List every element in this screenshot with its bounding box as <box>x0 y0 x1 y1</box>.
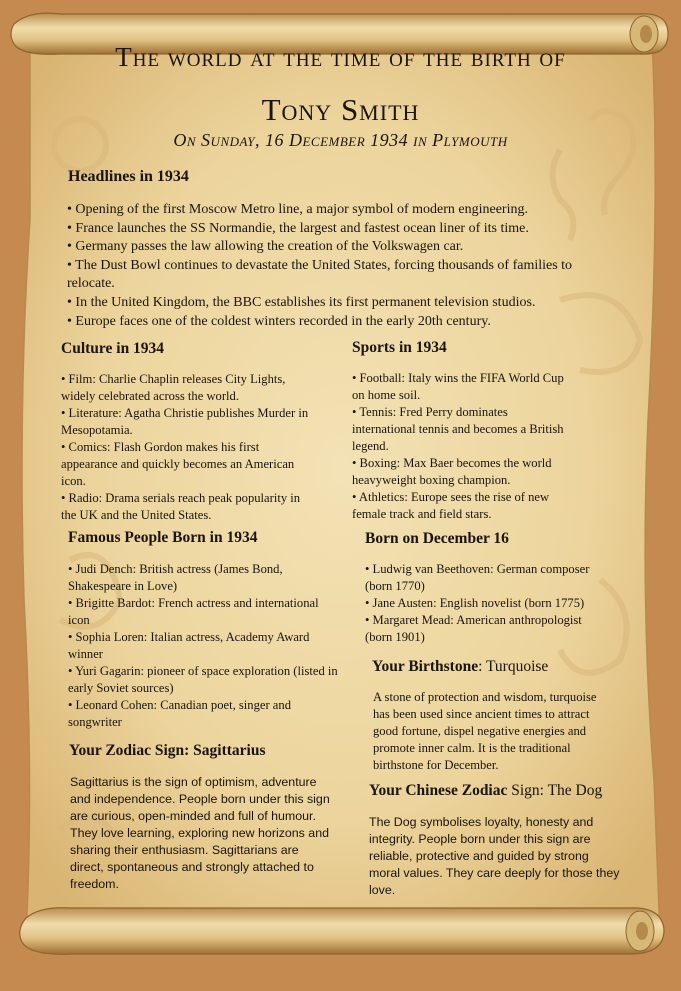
birthstone-heading <box>372 658 548 676</box>
birthstone-heading-value: : Turquoise <box>478 658 549 675</box>
sports-line: on home soil. <box>352 388 421 402</box>
born-on-heading: Born on December 16 <box>365 530 509 547</box>
born-on-line: • Ludwig van Beethoven: German composer <box>365 562 590 576</box>
birthstone-heading-label: Your Birthstone <box>372 658 479 675</box>
birth-date-line: On Sunday, 16 December 1934 in Plymouth <box>173 130 508 150</box>
zodiac-line: sharing their enthusiasm. Sagittarians are <box>70 843 299 857</box>
famous-line: songwriter <box>68 715 122 729</box>
chinese-zodiac-heading <box>369 782 602 800</box>
famous-line: • Brigitte Bardot: French actress and international <box>68 596 319 610</box>
born-on-line: (born 1901) <box>365 630 425 644</box>
headline-item: • Germany passes the law allowing the creation of the Volkswagen car. <box>67 239 464 255</box>
sports-line: • Boxing: Max Baer becomes the world <box>352 456 552 470</box>
sports-line: heavyweight boxing champion. <box>352 473 511 487</box>
chinese-zodiac-heading-value: Sign: The Dog <box>507 782 603 799</box>
culture-line: Mesopotamia. <box>61 423 133 437</box>
chinese-zodiac-line: reliable, protective and guided by strong <box>369 849 589 863</box>
birthstone-line: A stone of protection and wisdom, turquoise <box>373 690 597 704</box>
famous-line: Shakespeare in Love) <box>68 579 178 593</box>
zodiac-heading: Your Zodiac Sign: Sagittarius <box>69 742 266 759</box>
sports-line: female track and field stars. <box>352 507 492 521</box>
sports-line: • Tennis: Fred Perry dominates <box>352 405 508 419</box>
culture-line: • Literature: Agatha Christie publishes Murder in <box>61 406 309 420</box>
culture-line: appearance and quickly becomes an American <box>61 457 295 471</box>
birthstone-line: promote inner calm. It is the traditional <box>373 741 571 755</box>
chinese-zodiac-line: The Dog symbolises loyalty, honesty and <box>369 815 594 829</box>
culture-line: • Radio: Drama serials reach peak popularity in <box>61 491 301 505</box>
famous-line: • Sophia Loren: Italian actress, Academy Award <box>68 630 310 644</box>
headline-item: • Europe faces one of the coldest winters recorded in the early 20th century. <box>67 313 491 329</box>
headline-item: • Opening of the first Moscow Metro line, a major symbol of modern engineering. <box>67 202 528 217</box>
zodiac-line: direct, spontaneous and strongly attached to <box>70 860 314 874</box>
headlines-heading: Headlines in 1934 <box>68 168 189 185</box>
famous-line: • Yuri Gagarin: pioneer of space exploration (listed in <box>68 664 338 678</box>
birthstone-line: birthstone for December. <box>373 758 499 772</box>
sports-line: international tennis and becomes a British <box>352 422 564 436</box>
sports-line: • Athletics: Europe sees the rise of new <box>352 490 550 504</box>
headline-item: relocate. <box>67 276 115 292</box>
sports-heading: Sports in 1934 <box>352 339 447 356</box>
born-on-line: • Jane Austen: English novelist (born 1775) <box>365 596 585 610</box>
famous-line: early Soviet sources) <box>68 681 174 695</box>
zodiac-line: and independence. People born under this sign <box>70 792 330 806</box>
zodiac-text <box>70 774 330 893</box>
culture-line: widely celebrated across the world. <box>61 389 239 403</box>
born-on-line: (born 1770) <box>365 579 425 593</box>
famous-people-list <box>68 561 338 731</box>
famous-line: icon <box>68 613 90 627</box>
birthstone-line: good fortune, dispel negative energies and <box>373 724 587 738</box>
culture-line: • Film: Charlie Chaplin releases City Lights, <box>61 372 286 386</box>
sports-list <box>352 370 564 523</box>
famous-line: winner <box>68 647 103 661</box>
culture-line: icon. <box>61 474 86 488</box>
culture-line: • Comics: Flash Gordon makes his first <box>61 440 260 454</box>
headline-item: • In the United Kingdom, the BBC establishes its first permanent television studios. <box>67 294 536 310</box>
zodiac-line: They love learning, exploring new horizons and <box>70 826 329 840</box>
famous-people-heading: Famous People Born in 1934 <box>68 529 258 546</box>
zodiac-line: are curious, open-minded and full of humour. <box>70 809 316 823</box>
chinese-zodiac-heading-label: Your Chinese Zodiac <box>369 782 508 799</box>
birthstone-text <box>373 689 597 774</box>
chinese-zodiac-line: integrity. People born under this sign are <box>369 832 591 846</box>
culture-heading: Culture in 1934 <box>61 340 165 357</box>
headline-item: • France launches the SS Normandie, the largest and fastest ocean liner of its time. <box>67 220 529 236</box>
page-title-line: The world at the time of the birth of <box>115 42 566 72</box>
chinese-zodiac-text <box>369 814 619 899</box>
born-on-line: • Margaret Mead: American anthropologist <box>365 613 582 627</box>
headline-item: • The Dust Bowl continues to devastate the United States, forcing thousands of families to <box>67 257 573 273</box>
zodiac-line: Sagittarius is the sign of optimism, adventure <box>70 775 317 789</box>
headlines-list <box>67 201 627 331</box>
sports-line: • Football: Italy wins the FIFA World Cup <box>352 371 564 385</box>
culture-line: the UK and the United States. <box>61 508 212 522</box>
zodiac-line: freedom. <box>70 877 119 891</box>
culture-list <box>61 371 308 524</box>
person-name: Tony Smith <box>261 92 420 127</box>
famous-line: • Judi Dench: British actress (James Bond, <box>68 562 283 576</box>
famous-line: • Leonard Cohen: Canadian poet, singer and <box>68 698 291 712</box>
born-on-list <box>365 561 589 646</box>
chinese-zodiac-line: moral values. They care deeply for those they <box>369 866 620 880</box>
sports-line: legend. <box>352 439 389 453</box>
chinese-zodiac-line: love. <box>369 883 396 897</box>
birthstone-line: has been used since ancient times to attract <box>373 707 590 721</box>
